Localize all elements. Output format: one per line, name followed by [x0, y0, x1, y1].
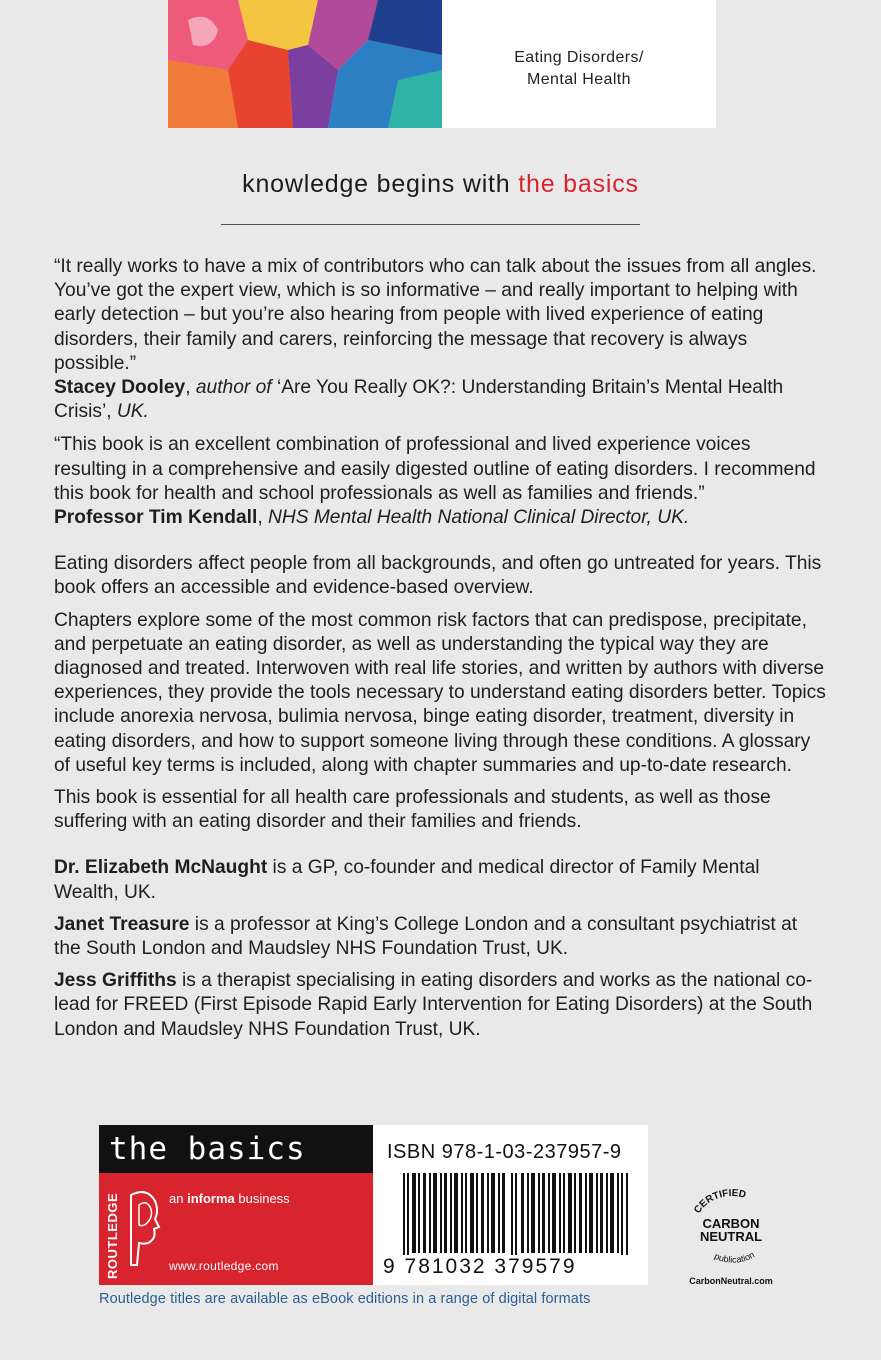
- carbon-neutral-badge-icon: [676, 1188, 786, 1288]
- series-logo-box: [99, 1125, 373, 1285]
- author-3-name: Jess Griffiths: [54, 970, 177, 992]
- ean-number: 9 781032 379579: [383, 1255, 641, 1279]
- quote-1-name: Stacey Dooley: [54, 377, 186, 399]
- tagline: [0, 170, 881, 199]
- author-2-bio: is a professor at King’s College London and a consultant psychiatrist at the South London and Maudsley NHS Foundation Trust, UK.: [54, 913, 798, 960]
- ebook-availability-note: Routledge titles are available as eBook editions in a range of digital formats: [99, 1291, 591, 1307]
- tagline-prefix: knowledge begins with: [242, 170, 519, 198]
- informa-bold: informa: [187, 1191, 235, 1206]
- routledge-head-logo-icon: [125, 1185, 165, 1275]
- quote-2-text: “This book is an excellent combination of professional and lived experience voices resulting in a comprehensive and easily digested outline of eating disorders. I recommend this book for health and school professionals as well as families and friends.”: [54, 434, 816, 504]
- barcode-box: [373, 1125, 648, 1285]
- informa-suffix: business: [234, 1191, 290, 1206]
- publisher-panel: [99, 1173, 373, 1285]
- quote-1-text: “It really works to have a mix of contributors who can talk about the issues from all angles. You’ve got the expert view, which is so informative – and really important to helping with early detection – but you’re also hearing from people with lived experience of eating disorders, their family and carers, reinforcing the message that recovery is always possible.”: [54, 256, 817, 374]
- series-title: the basics: [99, 1125, 373, 1173]
- author-bio-3: [54, 969, 826, 1042]
- category-line-2: Mental Health: [527, 71, 631, 88]
- quote-1-work: ‘Are You Really OK?: Understanding Britain’s Mental Health Crisis’: [54, 377, 784, 423]
- quote-1-country: UK.: [116, 401, 149, 423]
- author-bio-1: [54, 856, 826, 904]
- category-label: [442, 0, 716, 128]
- publisher-name: ROUTLEDGE: [105, 1192, 120, 1280]
- author-1-bio: is a GP, co-founder and medical director of Family Mental Wealth, UK.: [54, 857, 760, 903]
- cover-art-panel: [168, 0, 716, 128]
- badge-neutral: NEUTRAL: [699, 1229, 763, 1244]
- author-bio-2: [54, 913, 826, 961]
- isbn-text: ISBN 978-1-03-237957-9: [387, 1141, 622, 1163]
- badge-publication: publication: [712, 1249, 757, 1265]
- badge-site: CarbonNeutral.com: [689, 1276, 773, 1286]
- svg-text:CERTIFIED: [692, 1188, 747, 1216]
- badge-carbon: CARBON: [702, 1216, 760, 1231]
- publisher-website: www.routledge.com: [169, 1259, 279, 1273]
- quote-1-attribution: Stacey Dooley, author of ‘Are You Really OK?: Understanding Britain’s Mental Health Crisis’, UK.: [54, 377, 784, 423]
- barcode-icon: [403, 1173, 631, 1261]
- svg-text:publication: [713, 1250, 756, 1265]
- category-line-1: Eating Disorders/: [514, 49, 644, 66]
- informa-tagline: [169, 1191, 290, 1206]
- description-para-1: Eating disorders affect people from all backgrounds, and often go untreated for years. This book offers an accessible and evidence-based overview.: [54, 553, 822, 599]
- quote-2-attribution: Professor Tim Kendall, NHS Mental Health National Clinical Director, UK.: [54, 507, 690, 529]
- back-cover-text: [54, 255, 826, 1050]
- author-2-name: Janet Treasure: [54, 913, 190, 935]
- description-para-3: This book is essential for all health care professionals and students, as well as those suffering with an eating disorder and their families and friends.: [54, 787, 771, 833]
- author-1-name: Dr. Elizabeth McNaught: [54, 857, 268, 879]
- author-3-bio: is a therapist specialising in eating disorders and works as the national co-lead for FREED (First Episode Rapid Early Intervention for Eating Disorders) at the South London and Maudsley NHS Foundation Trust, UK.: [54, 970, 813, 1040]
- quote-2-name: Professor Tim Kendall: [54, 507, 258, 529]
- quote-1-role: author of: [195, 377, 272, 399]
- quote-2-role: NHS Mental Health National Clinical Director, UK.: [267, 507, 690, 529]
- tagline-highlight: the basics: [518, 170, 639, 198]
- badge-certified: CERTIFIED: [692, 1188, 748, 1216]
- description-para-2: Chapters explore some of the most common risk factors that can predispose, precipitate, and perpetuate an eating disorder, as well as understanding the typical way they are diagnosed and treated. Interwoven with real life stories, and written by authors with diverse experiences, they provide the tools necessary to understand eating disorders better. Topics include anorexia nervosa, bulimia nervosa, binge eating disorder, treatment, diversity in eating disorders, and how to support someone living through these conditions. A glossary of useful key terms is included, along with chapter summaries and up-to-date research.: [54, 609, 826, 776]
- divider: [221, 224, 640, 225]
- informa-prefix: an: [169, 1191, 188, 1206]
- faces-illustration: [168, 0, 442, 128]
